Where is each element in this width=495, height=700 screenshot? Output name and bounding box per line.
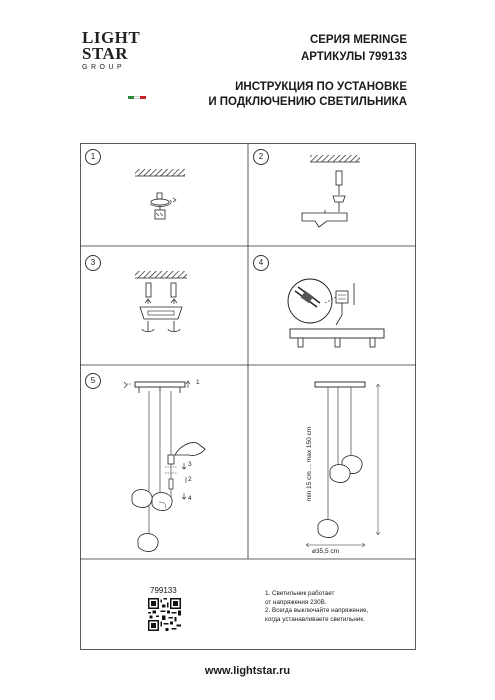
- mounting-bracket: [140, 307, 182, 319]
- step-5-label-1: 1: [196, 379, 200, 386]
- step-3-number: 3: [85, 255, 101, 271]
- step-5-label-2: 2: [188, 476, 192, 483]
- brand-logo: [82, 30, 142, 71]
- note-2-line-1: 2. Всегда выключайте напряжение,: [265, 607, 369, 615]
- step-5-label-3: 3: [188, 461, 192, 468]
- logo-line-3: GROUP: [82, 64, 126, 71]
- instruction-title-line-2: И ПОДКЛЮЧЕНИЮ СВЕТИЛЬНИКА: [208, 96, 407, 108]
- italian-flag-icon: [128, 96, 146, 99]
- step-2-illustration: [302, 155, 360, 227]
- ceiling-hatch: [135, 169, 185, 176]
- canopy: [315, 382, 365, 387]
- hand-icon: [175, 443, 205, 456]
- diameter-label: ø35,5 cm: [312, 548, 340, 555]
- canopy: [135, 382, 185, 387]
- step-1-illustration: [135, 169, 185, 219]
- articles-title: АРТИКУЛЫ 799133: [300, 51, 407, 63]
- note-1-line-2: от напряжения 230В.: [265, 598, 327, 606]
- step-4-illustration: [288, 279, 384, 347]
- step-1-number: 1: [85, 149, 101, 165]
- series-title: СЕРИЯ MERINGE: [309, 34, 407, 46]
- step-5-dimensions-illustration: [306, 382, 380, 547]
- qr-code-icon: [148, 598, 181, 631]
- hammer-icon: [302, 213, 347, 227]
- step-5-illustration: [124, 381, 205, 552]
- logo-line-1: LIGHT: [82, 28, 141, 47]
- instruction-title-line-1: ИНСТРУКЦИЯ ПО УСТАНОВКЕ: [235, 81, 407, 93]
- ceiling-hatch: [310, 155, 360, 162]
- shade-icon: [330, 465, 350, 483]
- shade-icon: [318, 520, 338, 538]
- logo-line-2: STAR: [82, 44, 129, 63]
- shade-icon: [132, 490, 152, 508]
- footer-article: 799133: [150, 586, 177, 595]
- terminal-block-icon: [336, 291, 348, 303]
- step-4-number: 4: [253, 255, 269, 271]
- dowel-icon: [336, 171, 342, 185]
- height-range-label: min 15 cm ... max 150 cm: [306, 426, 313, 502]
- ceiling-hatch: [135, 271, 187, 278]
- note-1-line-1: 1. Светильник работает: [265, 590, 335, 597]
- shade-icon: [152, 493, 172, 511]
- shade-icon: [138, 534, 158, 552]
- website-link[interactable]: www.lightstar.ru: [204, 665, 291, 677]
- step-2-number: 2: [253, 149, 269, 165]
- footer-notes: [265, 590, 415, 624]
- step-5-label-4: 4: [188, 495, 192, 502]
- step-5-number: 5: [85, 373, 101, 389]
- instruction-grid: [80, 143, 416, 650]
- note-2-line-2: когда устанавливаете светильник.: [265, 615, 365, 623]
- step-3-illustration: [135, 271, 187, 332]
- canopy-plate: [290, 329, 384, 338]
